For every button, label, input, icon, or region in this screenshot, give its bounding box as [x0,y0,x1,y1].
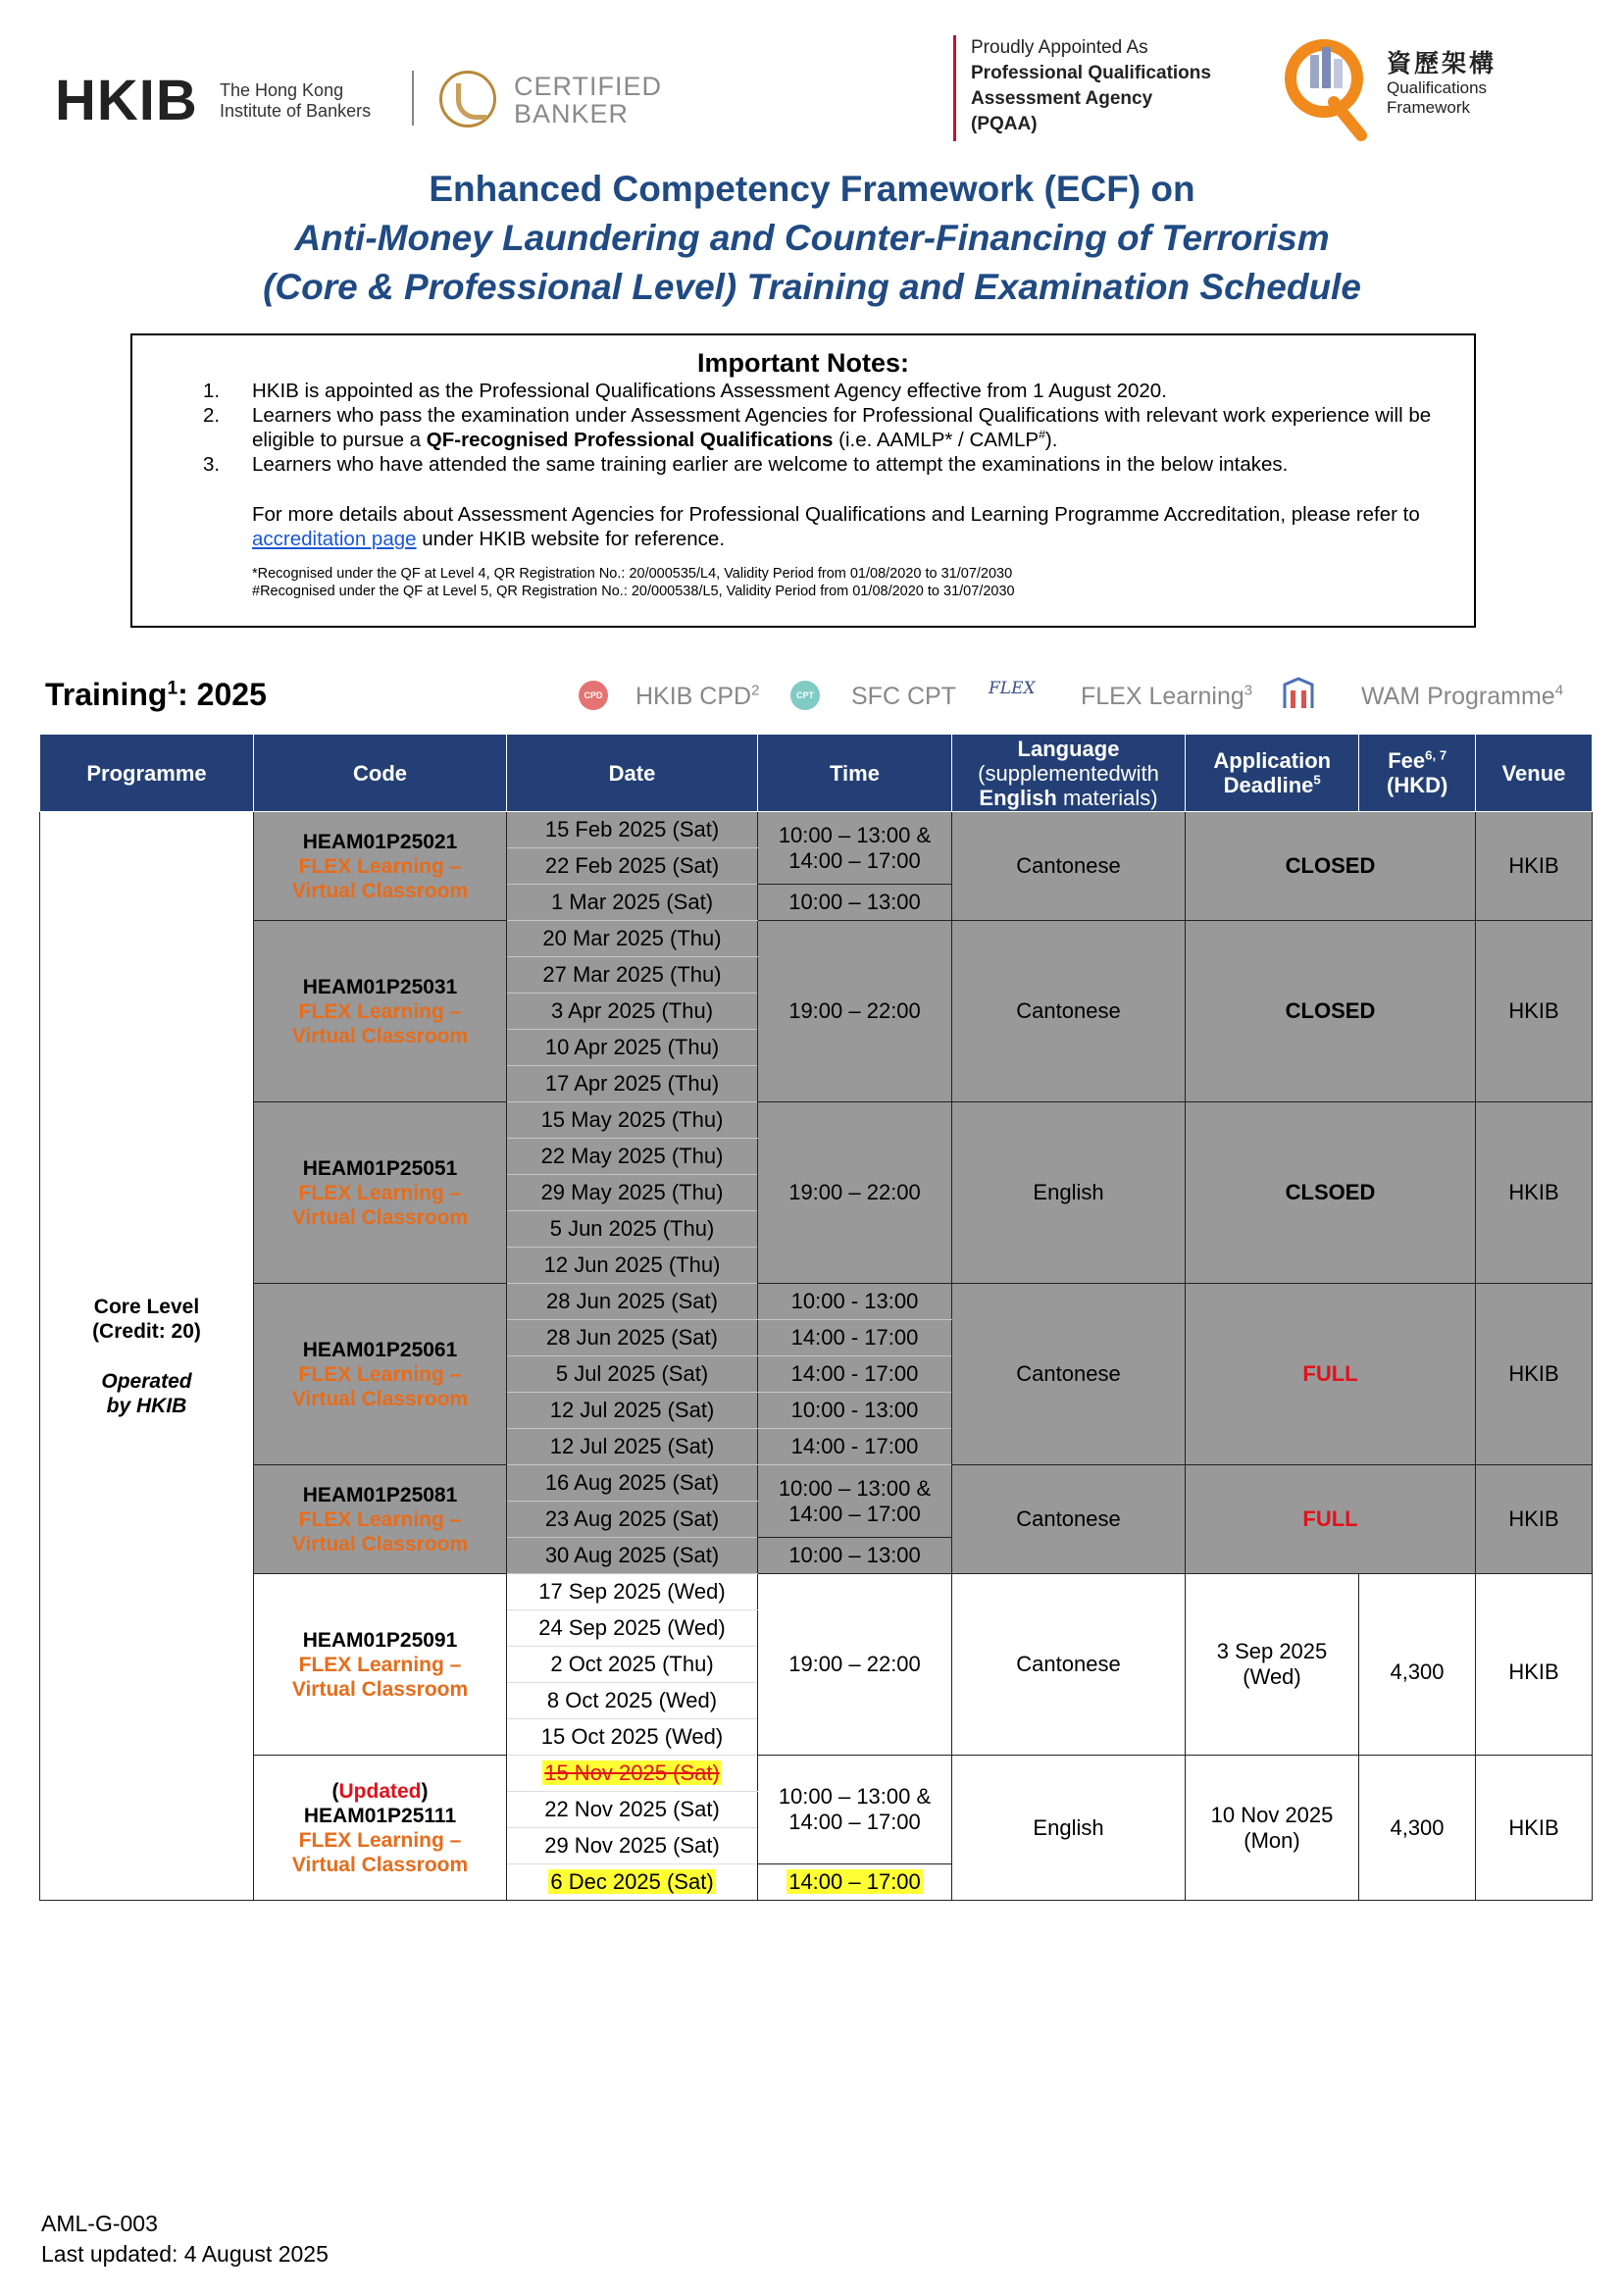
flex-label: FLEX Learning – [298,854,462,878]
class-date: 30 Aug 2025 (Sat) [507,1538,758,1574]
status-badge: FULL [1186,1465,1476,1574]
programme-credit: (Credit: 20) [92,1319,201,1343]
class-time-line: 14:00 – 17:00 [788,1810,921,1834]
application-deadline [1186,1756,1359,1901]
flex-label: Virtual Classroom [291,1205,469,1229]
qualifications-framework-logo [1387,49,1497,118]
legend-sup: 4 [1554,682,1564,699]
class-date [507,1756,758,1792]
class-code: HEAM01P25111 [303,1804,457,1827]
status-badge: CLOSED [1186,921,1476,1102]
col-deadline [1186,748,1358,797]
class-time: 10:00 - 13:00 [758,1393,952,1429]
col-deadline-line: Application [1213,748,1332,773]
col-language-line: (supplementedwith [978,760,1159,786]
col-deadline-sup: 5 [1313,772,1321,788]
col-deadline-line: Deadline [1223,773,1314,797]
class-time-line: 14:00 – 17:00 [788,847,921,873]
class-code-cell [254,921,507,1102]
note-sup: # [1039,428,1045,442]
class-time [758,1864,952,1901]
hkib-name [220,80,371,122]
hkib-name-line2: Institute of Bankers [220,101,372,121]
class-venue: HKIB [1476,921,1593,1102]
class-language: English [952,1102,1186,1284]
flex-icon: FLEX [989,679,1036,698]
class-venue: HKIB [1476,1574,1593,1756]
flex-label: Virtual Classroom [291,1853,469,1876]
legend-cpd [635,683,759,711]
table-row [40,1465,1593,1502]
flex-label: FLEX Learning – [298,999,462,1023]
class-language: Cantonese [952,921,1186,1102]
class-venue: HKIB [1476,812,1593,921]
qf-line1: Qualifications [1387,78,1488,97]
note-item [132,379,1474,403]
more-text: under HKIB website for reference. [416,528,726,550]
pqaa-line: Assessment Agency [971,88,1153,109]
legend-label: SFC CPT [851,683,956,710]
class-date: 22 Nov 2025 (Sat) [507,1792,758,1828]
legend-cpt [851,683,956,711]
qf-chinese: 資歷架構 [1387,50,1497,77]
class-language: Cantonese [952,1574,1186,1756]
class-date: 12 Jun 2025 (Thu) [507,1248,758,1284]
status-badge: CLSOED [1186,1102,1476,1284]
class-date: 15 Feb 2025 (Sat) [507,812,758,848]
title-line2: Anti-Money Laundering and Counter-Financing of Terrorism [294,218,1330,258]
note-text: (i.e. AAMLP* / CAMLP [833,429,1040,451]
class-time: 19:00 – 22:00 [758,1574,952,1756]
flex-label: Virtual Classroom [291,1677,469,1701]
document-code: AML-G-003 [41,2211,158,2236]
legend-label: FLEX Learning [1081,683,1244,710]
col-time: Time [758,735,952,812]
accreditation-page-link[interactable]: accreditation page [252,528,417,550]
table-row [40,1284,1593,1320]
class-date: 16 Aug 2025 (Sat) [507,1465,758,1502]
legend-label: HKIB CPD [635,683,752,710]
class-date: 3 Apr 2025 (Thu) [507,994,758,1030]
pqaa-divider [953,35,956,141]
col-fee [1359,748,1475,797]
class-date: 29 May 2025 (Thu) [507,1175,758,1211]
class-time: 14:00 - 17:00 [758,1320,952,1356]
table-row [40,921,1593,957]
class-date: 22 May 2025 (Thu) [507,1139,758,1175]
important-notes-box [130,333,1476,628]
certified-banker-icon [439,71,496,128]
col-fee-line: Fee [1388,748,1426,773]
cpt-icon: CPT [790,681,820,710]
qualifications-framework-icon [1277,29,1375,143]
class-time: 19:00 – 22:00 [758,1102,952,1284]
pqaa-statement [971,35,1211,137]
legend-label: WAM Programme [1361,683,1555,710]
col-language [952,735,1186,812]
qf-footnote: *Recognised under the QF at Level 4, QR Registration No.: 20/000535/L4, Validity Period from 01/08/2020 to 31/07/2030 [252,566,1013,582]
class-fee: 4,300 [1359,1574,1476,1756]
status-badge: FULL [1186,1284,1476,1465]
page-title [0,165,1624,312]
cpd-icon: CPD [579,681,608,710]
class-code-cell: (Updated) HEAM01P25111 FLEX Learning – Virtual Classroom [254,1756,507,1901]
class-code-cell [254,812,507,921]
deadline-day: (Wed) [1243,1664,1301,1689]
deadline-date: 3 Sep 2025 [1216,1639,1328,1663]
certified-line1: CERTIFIED [514,72,663,101]
programme-operator: by HKIB [106,1394,187,1417]
legend-sup: 2 [751,682,760,699]
table-row [40,1574,1593,1610]
class-language: Cantonese [952,812,1186,921]
col-venue: Venue [1476,735,1593,812]
flex-label: Virtual Classroom [291,879,469,902]
schedule-table [39,734,1593,1901]
class-time [758,1756,952,1864]
col-fee-line: (HKD) [1387,773,1448,797]
class-time: 10:00 – 13:00 [758,1538,952,1574]
class-language: Cantonese [952,1284,1186,1465]
class-venue: HKIB [1476,1465,1593,1574]
logo-divider [412,71,414,126]
class-date: 17 Apr 2025 (Thu) [507,1066,758,1102]
class-code-cell [254,1102,507,1284]
class-code: HEAM01P25021 [302,830,458,853]
col-deadline-fee [1186,735,1476,812]
class-time-line: 10:00 – 13:00 & [778,1784,932,1809]
application-deadline [1186,1574,1359,1756]
class-date: 28 Jun 2025 (Sat) [507,1320,758,1356]
flex-label: FLEX Learning – [298,1828,462,1852]
pqaa-line: Proudly Appointed As [971,37,1148,58]
programme-cell [40,812,254,1901]
hkib-wordmark: HKIB [55,69,198,132]
class-code: HEAM01P25081 [302,1483,458,1506]
class-date: 10 Apr 2025 (Thu) [507,1030,758,1066]
class-language: English [952,1756,1186,1901]
hkib-logo[interactable] [55,69,198,132]
footer [41,2209,329,2270]
class-time [758,1465,952,1538]
class-code: HEAM01P25061 [302,1338,458,1361]
class-date [507,1864,758,1901]
updated-flag: Updated [338,1779,422,1803]
class-venue: HKIB [1476,1284,1593,1465]
pqaa-line: (PQAA) [971,114,1038,134]
class-date: 27 Mar 2025 (Thu) [507,957,758,994]
note-number: 2. [203,404,221,427]
training-sup: 1 [167,678,178,699]
hkib-name-line1: The Hong Kong [220,80,344,100]
col-date: Date [507,735,758,812]
class-date: 22 Feb 2025 (Sat) [507,848,758,885]
flex-label: FLEX Learning – [298,1507,462,1531]
class-fee: 4,300 [1359,1756,1476,1901]
class-date: 5 Jun 2025 (Thu) [507,1211,758,1248]
note-text: HKIB is appointed as the Professional Qualifications Assessment Agency effective from 1 August 2020. [252,380,1167,402]
wam-icon [1281,677,1316,710]
col-programme: Programme [40,735,254,812]
deadline-day: (Mon) [1243,1827,1300,1853]
note-text: Learners who pass the examination under Assessment Agencies for Professional Qualifications with relevant work experience will be eligible to pursue a [252,404,1432,451]
header [41,27,1591,145]
flex-label: Virtual Classroom [291,1387,469,1410]
last-updated: Last updated: 4 August 2025 [41,2241,329,2267]
class-language: Cantonese [952,1465,1186,1574]
class-code-cell [254,1284,507,1465]
flex-label: Virtual Classroom [291,1532,469,1556]
notes-heading: Important Notes: [697,348,909,378]
training-label: Training [45,677,168,712]
class-date: 23 Aug 2025 (Sat) [507,1502,758,1538]
qf-line2: Framework [1387,98,1471,117]
class-date: 20 Mar 2025 (Thu) [507,921,758,957]
note-item [132,452,1474,477]
class-date: 15 Oct 2025 (Wed) [507,1719,758,1756]
col-fee-sup: 6, 7 [1425,747,1447,763]
class-code: HEAM01P25051 [302,1156,458,1180]
note-number: 3. [203,453,221,476]
class-venue: HKIB [1476,1102,1593,1284]
training-heading [45,677,267,713]
cancelled-date: 15 Nov 2025 (Sat) [544,1760,720,1785]
class-date: 29 Nov 2025 (Sat) [507,1828,758,1864]
table-row [40,1102,1593,1139]
programme-level: Core Level [93,1295,200,1318]
class-time-line: 10:00 – 13:00 & [778,1475,932,1501]
qf-footnotes [132,565,1474,600]
programme-operator: Operated [101,1369,192,1393]
col-language-line: materials) [1056,785,1158,810]
class-time [758,812,952,885]
note-item [132,403,1474,452]
note-number: 1. [203,380,221,402]
title-line3: (Core & Professional Level) Training and Examination Schedule [263,267,1361,307]
class-date: 2 Oct 2025 (Thu) [507,1647,758,1683]
table-row [40,812,1593,848]
class-date: 8 Oct 2025 (Wed) [507,1683,758,1719]
class-date: 24 Sep 2025 (Wed) [507,1610,758,1647]
class-date: 28 Jun 2025 (Sat) [507,1284,758,1320]
class-time: 19:00 – 22:00 [758,921,952,1102]
note-text: ). [1044,429,1058,451]
class-date: 5 Jul 2025 (Sat) [507,1356,758,1393]
flex-label: FLEX Learning – [298,1181,462,1204]
certified-banker-logo [514,73,662,128]
certified-line2: BANKER [514,99,630,128]
class-date: 12 Jul 2025 (Sat) [507,1393,758,1429]
title-line1: Enhanced Competency Framework (ECF) on [429,169,1195,209]
class-venue: HKIB [1476,1756,1593,1901]
class-time-line: 14:00 – 17:00 [788,1501,921,1526]
qf-footnote: #Recognised under the QF at Level 5, QR Registration No.: 20/000538/L5, Validity Period from 01/08/2020 to 31/07/2030 [252,584,1015,599]
class-time: 10:00 - 13:00 [758,1284,952,1320]
class-date: 17 Sep 2025 (Wed) [507,1574,758,1610]
note-text: Learners who have attended the same training earlier are welcome to attempt the examinations in the below intakes. [252,453,1289,476]
class-code-cell [254,1574,507,1756]
legend-wam [1361,683,1563,711]
deadline-date: 10 Nov 2025 [1210,1802,1334,1827]
legend-sup: 3 [1243,682,1253,699]
status-badge: CLOSED [1186,812,1476,921]
class-time: 10:00 – 13:00 [758,885,952,921]
note-bold-text: QF-recognised Professional Qualifications [426,429,834,451]
more-details [132,502,1474,551]
class-date: 15 May 2025 (Thu) [507,1102,758,1139]
class-date: 12 Jul 2025 (Sat) [507,1429,758,1465]
col-code: Code [254,735,507,812]
added-date: 6 Dec 2025 (Sat) [550,1869,714,1894]
col-language-bold: English [979,785,1057,810]
table-row [40,1756,1593,1792]
flex-label: FLEX Learning – [298,1653,462,1676]
class-code-cell [254,1465,507,1574]
flex-label: Virtual Classroom [291,1024,469,1047]
class-code: HEAM01P25091 [302,1628,458,1652]
legend-flex [1081,683,1252,711]
class-date: 1 Mar 2025 (Sat) [507,885,758,921]
training-year: : 2025 [178,677,267,712]
class-time: 14:00 - 17:00 [758,1429,952,1465]
more-text: For more details about Assessment Agencies for Professional Qualifications and Learning Programme Accreditation, please refer to [252,503,1420,526]
class-code: HEAM01P25031 [302,975,458,998]
col-language-line: Language [1017,736,1120,761]
added-time: 14:00 – 17:00 [788,1869,921,1894]
flex-label: FLEX Learning – [298,1362,462,1386]
pqaa-line: Professional Qualifications [971,63,1211,83]
class-time: 14:00 - 17:00 [758,1356,952,1393]
class-time-line: 10:00 – 13:00 & [778,822,932,847]
table-header-row [40,735,1593,812]
